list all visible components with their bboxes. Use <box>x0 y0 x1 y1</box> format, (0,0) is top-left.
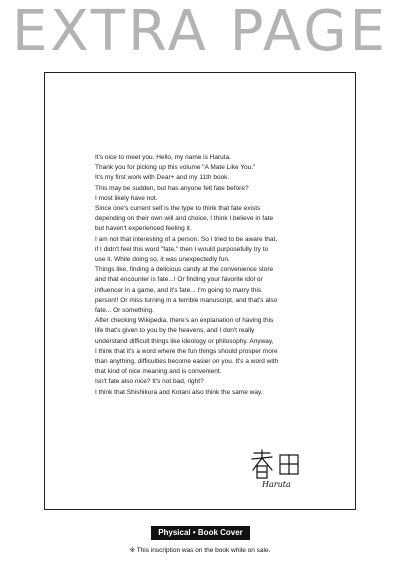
letter-line: than anything, difficulties become easier on you. It's a word with <box>95 358 279 366</box>
letter-line: I think that it's a word where the fun things should prosper more <box>95 347 278 355</box>
letter-line: life that's given to you by the heavens, and I don't really <box>95 327 255 335</box>
letter-line: and that encounter is fate...! Or finding your favorite idol or <box>95 276 263 284</box>
footer-note: ※ This inscription was on the book while on sale. <box>129 547 271 554</box>
letter-line: if I didn't feel this word "fate," then I would purposefully try to <box>95 245 269 253</box>
letter-line: but haven't experienced feeling it. <box>95 225 192 233</box>
source-badge: Physical • Book Cover <box>151 526 250 540</box>
letter-line: understand difficult things like ideology or philosophy. Anyway, <box>95 337 274 345</box>
letter-line: use it. While doing so, it was unexpectedly fun. <box>95 256 230 264</box>
letter-line: I think that Shishikura and Kotani also think the same way. <box>95 388 263 396</box>
letter-line: Thank you for picking up this volume "A Mate Like You." <box>95 164 256 172</box>
letter-line: person!! Or miss turning in a terrible manuscript, and that's also <box>95 296 278 304</box>
letter-body <box>95 153 345 398</box>
letter-line: influencer in a game, and it's fate... I'm going to marry this <box>95 286 262 294</box>
signature-name: Haruta <box>262 480 291 489</box>
signature-kanji <box>248 448 308 482</box>
letter-line: depending on their own will and choice, I think I believe in fate <box>95 215 274 223</box>
letter-line: Things like, finding a delicious candy at the convenience store <box>95 266 274 274</box>
page-title: EXTRA PAGE <box>11 0 388 64</box>
letter-line: This may be sudden, but has anyone felt fate before? <box>95 184 249 192</box>
letter-line: Since one's current self is the type to think that fate exists <box>95 205 261 213</box>
letter-line: I most likely have not. <box>95 194 158 202</box>
letter-line: fate... Or something. <box>95 307 154 315</box>
letter-line: It's my first work with Dear+ and my 11th book. <box>95 174 230 182</box>
letter-line: Isn't fate also nice? It's not bad, right? <box>95 378 204 386</box>
letter-line: It's nice to meet you. Hello, my name is Haruta. <box>95 154 231 161</box>
letter-line: I am not that interesting of a person. So I tried to be aware that, <box>95 235 278 243</box>
letter-line: that kind of nice meaning and is convenient. <box>95 368 222 376</box>
letter-line: After checking Wikipedia, there's an explanation of having this <box>95 317 274 325</box>
